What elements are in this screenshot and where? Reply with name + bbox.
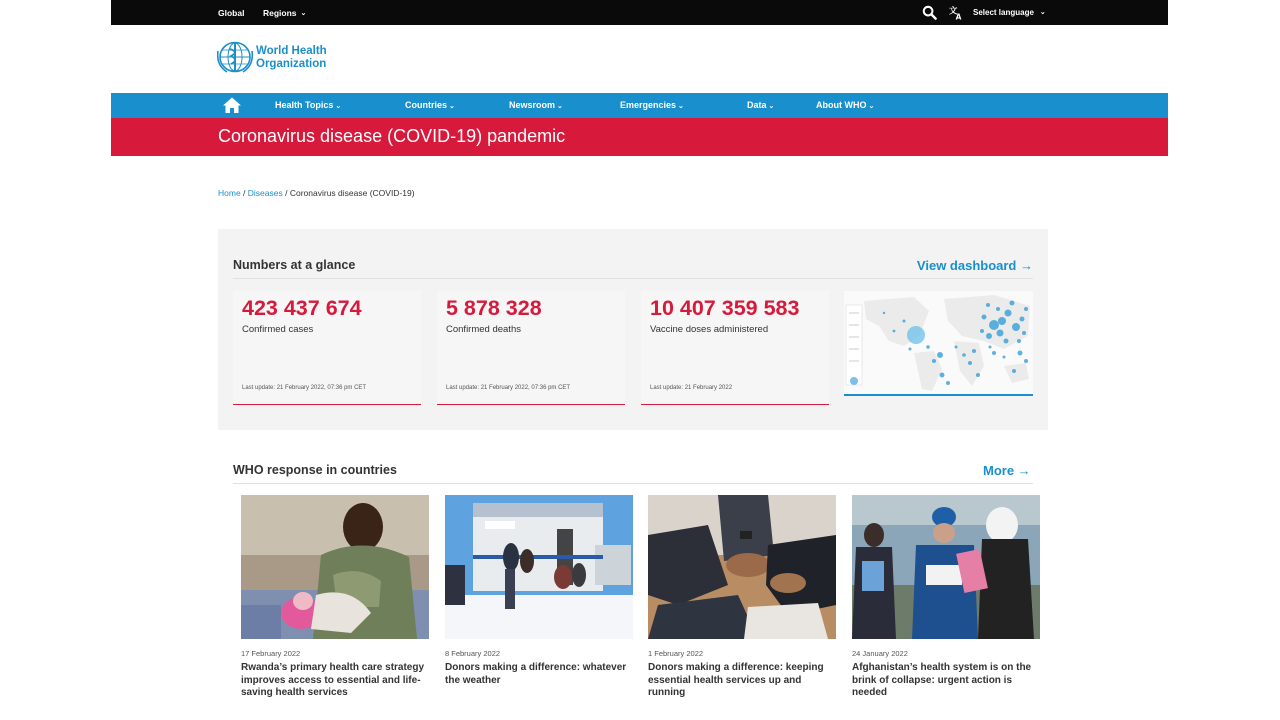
nav-label: Newsroom: [509, 100, 556, 110]
chevron-down-icon: ⌄: [768, 103, 775, 110]
section-title: WHO response in countries: [233, 463, 397, 477]
news-card-date: 1 February 2022: [648, 649, 704, 658]
regions-menu[interactable]: [263, 8, 306, 18]
news-card-date: 8 February 2022: [445, 649, 501, 658]
news-card[interactable]: [241, 495, 429, 700]
stat-updated: Last update: 21 February 2022, 07:36 pm CET: [446, 385, 571, 391]
nav-item-about-who[interactable]: [816, 100, 874, 110]
nav-label: Health Topics: [275, 100, 334, 110]
breadcrumb-diseases[interactable]: Diseases: [247, 188, 283, 198]
stat-value: 423 437 674: [242, 296, 362, 320]
chevron-down-icon: ⌄: [1039, 9, 1046, 16]
stat-value: 10 407 359 583: [650, 296, 800, 320]
nav-item-health-topics[interactable]: [275, 100, 341, 110]
who-emblem-icon: [217, 41, 253, 73]
stat-label: Confirmed deaths: [446, 324, 521, 335]
nav-item-emergencies[interactable]: [620, 100, 684, 110]
main-nav: [111, 93, 1168, 118]
breadcrumb-home[interactable]: Home: [218, 188, 241, 198]
divider: [233, 483, 1033, 484]
stat-updated: Last update: 21 February 2022, 07:36 pm CET: [242, 385, 367, 391]
translate-icon[interactable]: [949, 5, 964, 20]
regions-label: Regions: [263, 8, 297, 18]
chevron-down-icon: ⌄: [335, 103, 342, 110]
nav-label: About WHO: [816, 100, 867, 110]
news-card-headline[interactable]: Donors making a difference: whatever the weather: [445, 662, 627, 686]
world-map-image: [844, 291, 1033, 396]
chevron-down-icon: ⌄: [678, 103, 684, 110]
stat-updated: Last update: 21 February 2022: [650, 385, 733, 391]
news-card-headline[interactable]: Afghanistan’s health system is on the brink of collapse: urgent action is needed: [852, 662, 1032, 699]
chevron-down-icon: ⌄: [300, 10, 307, 17]
news-card-date: 17 February 2022: [241, 649, 301, 658]
news-card-headline[interactable]: Donors making a difference: keeping essential health services up and running: [648, 662, 824, 699]
nav-item-countries[interactable]: [405, 100, 455, 110]
nav-item-data[interactable]: [747, 100, 774, 110]
nav-label: Emergencies: [620, 100, 677, 110]
language-selector[interactable]: [973, 8, 1046, 17]
stat-value: 5 878 328: [446, 296, 542, 320]
divider: [233, 278, 1033, 279]
global-link[interactable]: Global: [218, 8, 245, 18]
chevron-down-icon: ⌄: [557, 103, 563, 110]
site-frame: [111, 0, 1168, 720]
news-card-image: [241, 495, 429, 639]
home-icon[interactable]: [223, 97, 241, 113]
logo-line-1: World Health: [256, 45, 327, 57]
section-title: Numbers at a glance: [233, 258, 356, 272]
svg-text:A: A: [955, 12, 962, 20]
dashboard-map-thumbnail[interactable]: [844, 291, 1033, 396]
global-topbar: [111, 0, 1168, 25]
language-label: Select language: [973, 8, 1034, 17]
breadcrumb-current: Coronavirus disease (COVID-19): [289, 188, 415, 198]
news-card[interactable]: [445, 495, 633, 687]
more-link[interactable]: More →: [983, 463, 1031, 478]
stat-label: Vaccine doses administered: [650, 324, 769, 335]
svg-text:文: 文: [949, 5, 958, 16]
nav-item-newsroom[interactable]: [509, 100, 563, 110]
chevron-down-icon: ⌄: [449, 103, 455, 110]
stat-label: Confirmed cases: [242, 324, 314, 335]
news-card-date: 24 January 2022: [852, 649, 908, 658]
view-dashboard-link[interactable]: View dashboard →: [916, 258, 1033, 273]
news-card[interactable]: [648, 495, 836, 700]
news-card[interactable]: [852, 495, 1040, 700]
page-title: Coronavirus disease (COVID-19) pandemic: [218, 126, 566, 146]
page-banner: [111, 118, 1168, 156]
nav-label: Countries: [405, 100, 448, 110]
news-card-image: [445, 495, 633, 639]
numbers-at-a-glance: [218, 229, 1048, 430]
breadcrumb: Home / Diseases / Coronavirus disease (COVID-19): [218, 188, 415, 198]
search-icon[interactable]: [922, 5, 937, 20]
stat-vaccine-doses[interactable]: [641, 291, 829, 405]
news-card-image: [852, 495, 1040, 639]
chevron-down-icon: ⌄: [868, 103, 875, 110]
logo-line-2: Organization: [256, 57, 327, 70]
nav-label: Data: [747, 100, 767, 110]
news-card-headline[interactable]: Rwanda’s primary health care strategy improves access to essential and life-saving health services: [241, 662, 425, 699]
stat-confirmed-deaths[interactable]: [437, 291, 625, 405]
stat-confirmed-cases[interactable]: [233, 291, 421, 405]
news-card-image: [648, 495, 836, 639]
